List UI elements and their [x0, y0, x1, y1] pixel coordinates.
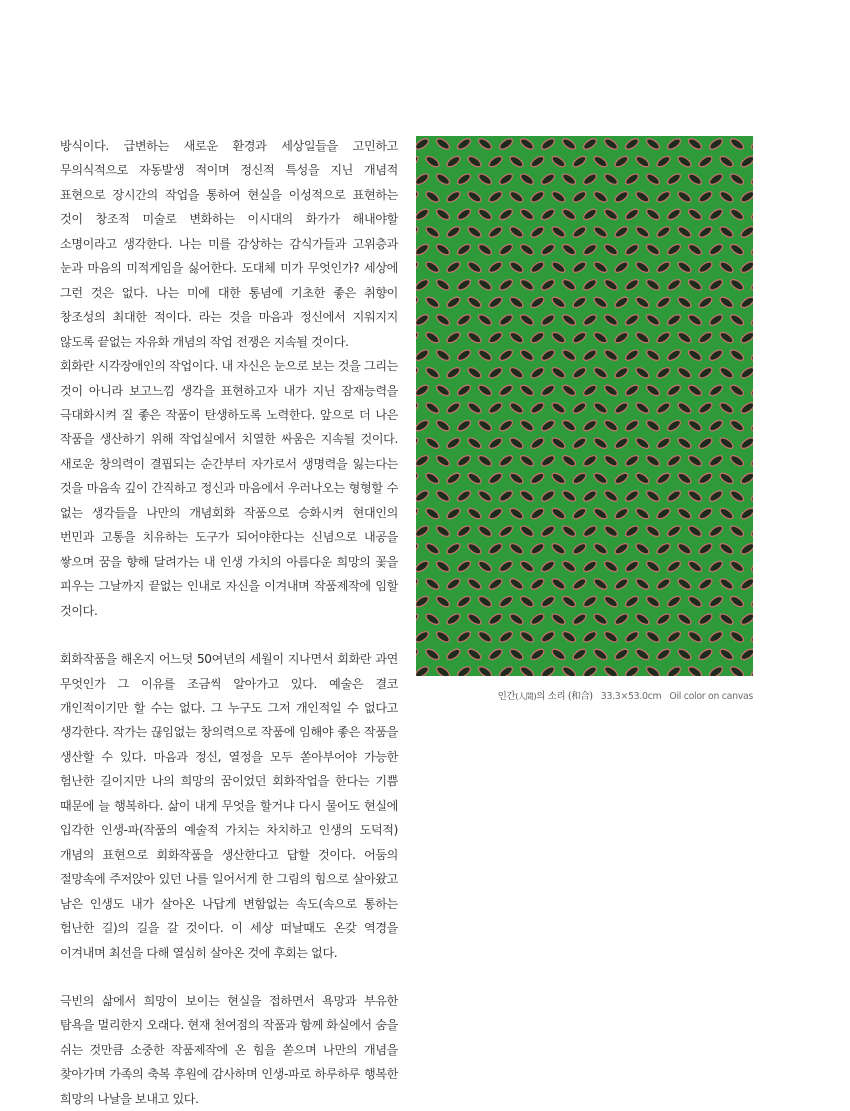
artwork-image [416, 136, 753, 676]
caption-medium: Oil color on canvas [669, 691, 753, 702]
paragraph-2: 회화란 시각장애인의 작업이다. 내 자신은 눈으로 보는 것을 그리는 것이 아니라 보고느낌 생각을 표현하고자 내가 지닌 잠재능력을 극대화시켜 질 좋은 작품이 탄생하도록 노력한다. 앞으로 더 나은 작품을 생산하기 위해 작업실에서 치열한 싸움은 지속될 것이다. 새로운 창의력이 결핍되는 순간부터 자가로서 생명력을 잃는다는 것을 마음속 깊이 간직하고 정신과 마음에서 우러나오는 형형할 수 없는 생각들을 나만의 개념회화 작품으로 승화시켜 현대인의 번민과 고통을 치유하는 도구가 되어야한다는 신념으로 내공을 쌓으며 꿈을 향해 달려가는 내 인생 가치의 아름다운 희망의 꽃을 피우는 그날까지 끝없는 인내로 자신을 이겨내며 작품제작에 임할 것이다. [60, 359, 398, 618]
artwork-pattern [416, 136, 753, 676]
paragraph-3: 회화작품을 해온지 어느덧 50여년의 세월이 지나면서 회화란 과연 무엇인가 그 이유를 조금씩 알아가고 있다. 예술은 결코 개인적이기만 할 수는 없다. 그 누구도 그저 개인적일 수 없다고 생각한다. 작가는 끊임없는 창의력으로 작품에 임해야 좋은 작품을 생산할 수 있다. 마음과 정신, 열정을 모두 쏟아부어야 가능한 험난한 길이지만 나의 희망의 꿈이었던 회화작업을 한다는 기쁨 때문에 늘 행복하다. 삶이 내게 무엇을 할거냐 다시 물어도 현실에 입각한 인생-파(작품의 예술적 가치는 차치하고 인생의 도덕적) 개념의 표현으로 회화작품을 생산한다고 답할 것이다. 어둠의 절망속에 주저앉아 있던 나를 일어서게 한 그림의 힘으로 살아왔고 남은 인생도 내가 살아온 나답게 변함없는 속도(속으로 통하는 험난한 길)의 길을 갈 것이다. 이 세상 떠날때도 온갖 역경을 이겨내며 최선을 다해 열심히 살아온 것에 후회는 없다. [60, 652, 398, 960]
caption-title: 인간(人間)의 소리 (和合) [497, 691, 593, 702]
artwork-caption [416, 688, 753, 702]
paragraph-1: 방식이다. 급변하는 새로운 환경과 세상일들을 고민하고 무의식적으로 자동발생 적이며 정신적 특성을 지닌 개념적 표현으로 장시간의 작업을 통하여 현실을 이성적으로 표현하는 것이 창조적 미술로 변화하는 이시대의 화가가 해내야할 소명이라고 생각한다. 나는 미를 감상하는 감식가들과 고위층과 눈과 마음의 미적게임을 싫어한다. 도대체 미가 무엇인가? 세상에 그런 것은 없다. 나는 미에 대한 통념에 기초한 좋은 취향이 창조성의 최대한 적이다. 라는 것을 마음과 정신에서 지워지지 않도록 끝없는 자유화 개념의 작업 전쟁은 지속될 것이다. [60, 139, 398, 349]
caption-size: 33.3×53.0cm [600, 691, 662, 702]
paragraph-4: 극빈의 삶에서 희망이 보이는 현실을 접하면서 욕망과 부유한 탐욕을 멀리한지 오래다. 현재 천여점의 작품과 함께 화실에서 숨을 쉬는 것만큼 소중한 작품제작에 온 힘을 쏟으며 나만의 개념을 찾아가며 가족의 축복 후원에 감사하며 인생-파로 하루하루 행복한 희망의 나날을 보내고 있다. [60, 993, 398, 1106]
essay-text [60, 134, 398, 1111]
